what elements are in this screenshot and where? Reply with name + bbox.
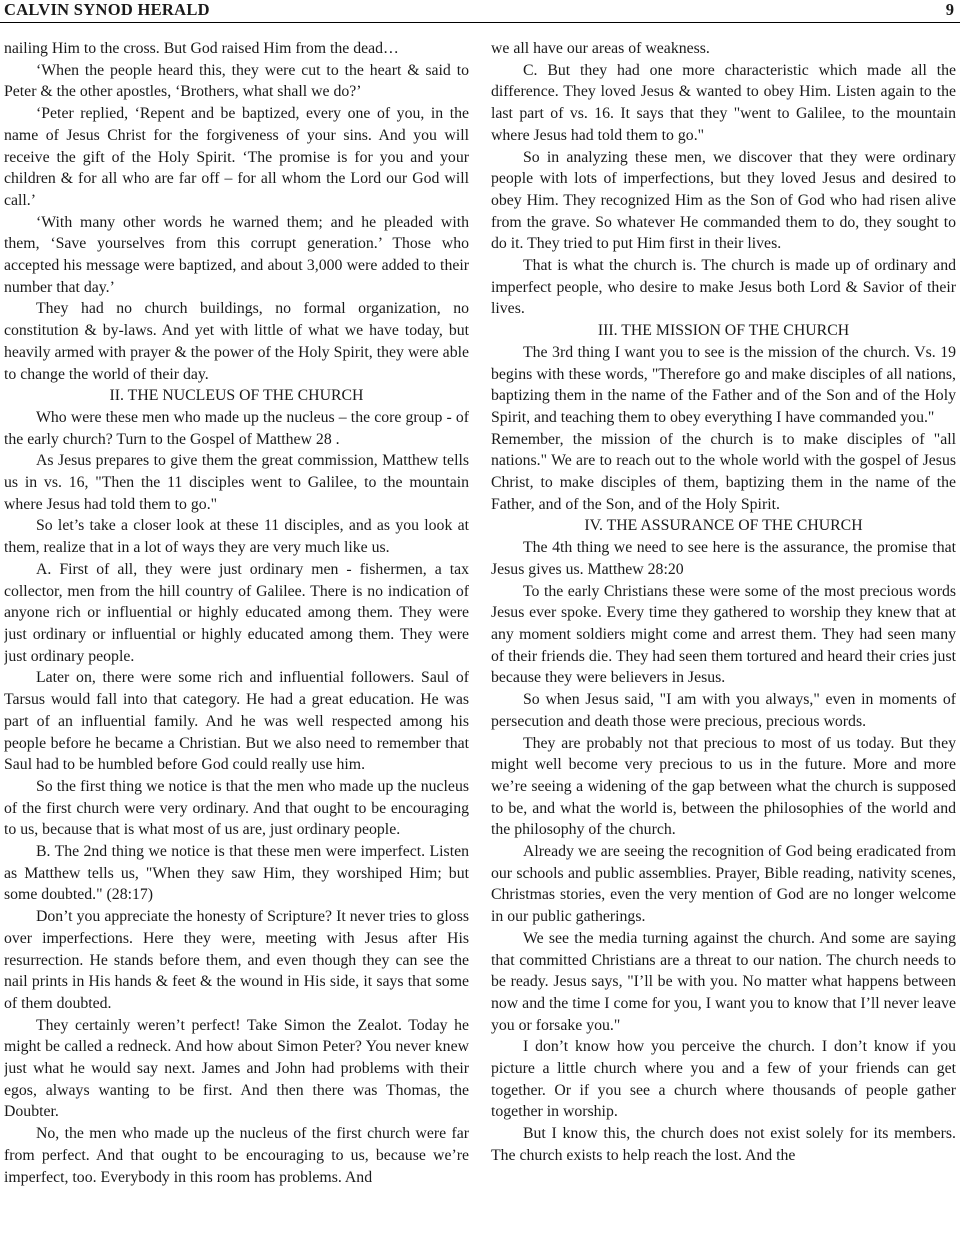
paragraph: They are probably not that precious to most of us today. But they might well become very precious to us in the future. More and more we’re seeing a widening of the gap between what the church is supposed to be, and what the world is, between the philosophies of the world and the philosophy of the church.: [491, 734, 956, 839]
page-header: [0, 0, 960, 23]
paragraph: So when Jesus said, "I am with you always," even in moments of persecution and death those were precious, precious words.: [491, 691, 956, 730]
paragraph: They certainly weren’t perfect! Take Simon the Zealot. Today he might be called a redneck. And how about Simon Peter? You never knew just what he would say next. James and John had problems with their egos, always wanting to be first. And then there was Thomas, the Doubter.: [4, 1016, 469, 1121]
paragraph: The 3rd thing I want you to see is the mission of the church. Vs. 19 begins with these words, "Therefore go and make disciples of all nations, baptizing them in the name of the Father and of the Son and of the Holy Spirit, and teaching them to obey everything I have commanded you.": [491, 343, 956, 426]
paragraph: To the early Christians these were some of the most precious words Jesus ever spoke. Every time they gathered to worship they knew that at any moment soldiers might come and arrest them. They had seen many of their friends die. They had seen them tortured and heard their cries just because they were believers in Jesus.: [491, 582, 956, 687]
section-heading: III. THE MISSION OF THE CHURCH: [597, 322, 850, 340]
paragraph: As Jesus prepares to give them the great commission, Matthew tells us in vs. 16, "Then the 11 disciples went to Galilee, to the mountain where Jesus had told them to go.": [4, 452, 469, 513]
paragraph: The 4th thing we need to see here is the assurance, the promise that Jesus gives us. Matthew 28:20: [491, 539, 956, 578]
paragraph: Don’t you appreciate the honesty of Scripture? It never tries to gloss over imperfections. Here they were, meeting with Jesus after His resurrection. He stands before them, and even though they can see the nail prints in His hands & feet & the wound in His side, it says that some of them doubted.: [4, 908, 469, 1012]
page-number: 9: [945, 0, 954, 19]
section-heading: II. THE NUCLEUS OF THE CHURCH: [109, 387, 364, 405]
right-column: [491, 38, 956, 1253]
paragraph: We see the media turning against the church. And some are saying that committed Christians are a threat to our nation. The church needs to be ready. Jesus says, "I’ll be with you. No matter what happens between now and the time I come for you, I want you to know that I’ll never leave you or forsake you.": [491, 929, 956, 1034]
section-heading: IV. THE ASSURANCE OF THE CHURCH: [584, 517, 863, 535]
paragraph: A. First of all, they were just ordinary men - fishermen, a tax collector, men from the hill country of Galilee. There is no indication of anyone rich or influential or highly educated among them. They were just ordinary or influential or highly educated among them. They were just ordinary people.: [4, 560, 469, 665]
paragraph: Remember, the mission of the church is to make disciples of "all nations." We are to reach out to the whole world with the gospel of Jesus Christ, to make disciples of them, baptizing them in the name of the Father, and of the Son, and of the Holy Spirit.: [491, 430, 956, 513]
paragraph: C. But they had one more characteristic which made all the difference. They loved Jesus & wanted to obey Him. Listen again to the last part of vs. 16. It says that they "went to Galilee, to the mountain where Jesus had told them to go.": [491, 61, 956, 144]
paragraph: ‘When the people heard this, they were cut to the heart & said to Peter & the other apostles, ‘Brothers, what shall we do?’: [4, 61, 469, 101]
paragraph: That is what the church is. The church is made up of ordinary and imperfect people, who desire to make Jesus both Lord & Savior of their lives.: [491, 257, 956, 318]
paragraph: nailing Him to the cross. But God raised Him from the dead…: [4, 40, 399, 57]
paragraph: So let’s take a closer look at these 11 disciples, and as you look at them, realize that in a lot of ways they are very much like us.: [4, 517, 469, 557]
left-column: [4, 38, 469, 1253]
publication-title: CALVIN SYNOD HERALD: [4, 0, 210, 19]
paragraph: So the first thing we notice is that the men who made up the nucleus of the first church were very ordinary. And that ought to be encouraging to us, because that is what most of us are, just ordinary people.: [4, 777, 469, 839]
paragraph: Who were these men who made up the nucleus – the core group - of the early church? Turn to the Gospel of Matthew 28 .: [4, 408, 469, 448]
paragraph: Already we are seeing the recognition of God being eradicated from our schools and public assemblies. Prayer, Bible reading, nativity scenes, Christmas stories, even the very mention of God are no longer welcome in our public gatherings.: [491, 843, 956, 926]
paragraph: ‘With many other words he warned them; and he pleaded with them, ‘Save yourselves from this corrupt generation.’ Those who accepted his message were baptized, and about 3,000 were added to their number that day.’: [4, 213, 469, 296]
paragraph: ‘Peter replied, ‘Repent and be baptized, every one of you, in the name of Jesus Christ for the forgiveness of your sins. And you will receive the gift of the Holy Spirit. ‘The promise is for you and your children & for all who are far off – for all whom the Lord our God will call.’: [4, 105, 469, 209]
paragraph: No, the men who made up the nucleus of the first church were far from perfect. And that ought to be encouraging to us, because we’re imperfect, too. Everybody in this room has problems. And: [4, 1125, 469, 1186]
paragraph: I don’t know how you perceive the church. I don’t know if you picture a little church where you and a few of your friends can get together. Or if you see a church where thousands of people gather together in worship.: [491, 1038, 956, 1121]
paragraph: They had no church buildings, no formal organization, no constitution & by-laws. And yet with little of what we have today, but heavily armed with prayer & the power of the Holy Spirit, they were able to change the world of their day.: [4, 300, 469, 383]
paragraph: B. The 2nd thing we notice is that these men were imperfect. Listen as Matthew tells us, "When they saw Him, they worshiped Him; but some doubted." (28:17): [4, 843, 469, 904]
paragraph: But I know this, the church does not exist solely for its members. The church exists to help reach the lost. And the: [491, 1125, 956, 1164]
paragraph: So in analyzing these men, we discover that they were ordinary people with lots of imperfections, but they loved Jesus and desired to obey Him. They recognized Him as the Son of God who had risen alive from the grave. So whatever He commanded them to do, they sought to do it. They tried to put Him first in their lives.: [491, 148, 956, 253]
paragraph: Later on, there were some rich and influential followers. Saul of Tarsus would fall into that category. He had a great education. He was part of an influential family. And he was well respected among his people before he became a Christian. But we also need to remember that Saul had to be humbled before God could really use him.: [4, 669, 469, 774]
paragraph: we all have our areas of weakness.: [491, 40, 710, 57]
